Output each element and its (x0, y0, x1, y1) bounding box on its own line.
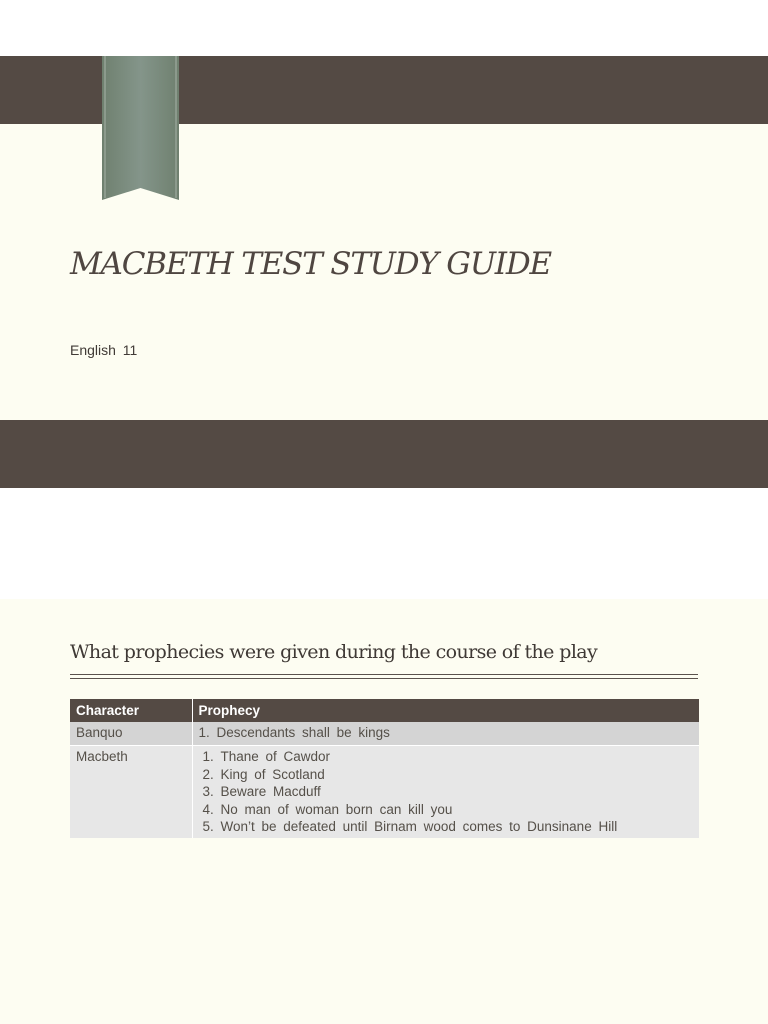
list-item: 5. Won’t be defeated until Birnam wood comes to Dunsinane Hill (221, 818, 694, 836)
section-heading: What prophecies were given during the course of the play (70, 641, 598, 663)
table-row (70, 746, 699, 838)
document-title: MACBETH TEST STUDY GUIDE (70, 246, 551, 282)
column-header-character: Character (70, 699, 192, 722)
heading-rule (70, 674, 698, 675)
column-header-prophecy: Prophecy (192, 699, 699, 722)
prophecy-list (199, 748, 694, 836)
character-cell: Macbeth (70, 746, 192, 838)
bottom-band (0, 420, 768, 488)
document-subtitle: English 11 (70, 342, 138, 358)
title-slide (0, 0, 768, 488)
bookmark-ribbon-icon (102, 56, 179, 200)
prophecy-table (70, 699, 699, 838)
prophecy-cell (192, 746, 699, 838)
list-item: 2. King of Scotland (221, 766, 694, 784)
character-cell: Banquo (70, 722, 192, 746)
table-row (70, 722, 699, 746)
table-header-row (70, 699, 699, 722)
list-item: 4. No man of woman born can kill you (221, 801, 694, 819)
prophecy-cell: 1. Descendants shall be kings (192, 722, 699, 746)
list-item: 1. Thane of Cawdor (221, 748, 694, 766)
slide-gap (0, 488, 768, 599)
content-slide (0, 599, 768, 1024)
heading-rule (70, 678, 698, 679)
slide-top-margin (0, 0, 768, 56)
list-item: 3. Beware Macduff (221, 783, 694, 801)
